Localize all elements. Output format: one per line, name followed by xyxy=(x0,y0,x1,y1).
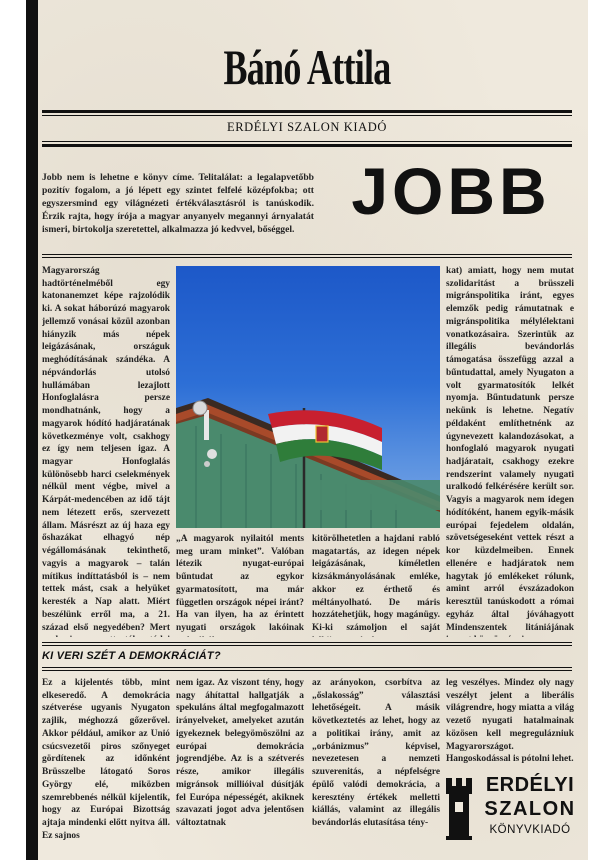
top-rule-thick xyxy=(42,110,572,113)
bottom-column-1: Ez a kijelentés több, mint elkeseredő. A demokrácia szétverése ugyanis Nyugaton zajlik, méghozzá gőzerővel. Akkor például, amikor az Unió csúcsvezetői piros szőnyeget gördítenek az időnként Brüsszelbe látogató Soros György elé, miközben szemrebbenés nélkül kijelentik, hogy az Európai Bizottság ajtaja mindenki előtt nyitva áll. Ez sajnos xyxy=(42,678,170,841)
section-rule-bottom xyxy=(42,667,572,668)
book-cover xyxy=(26,0,588,860)
logo-text-line-2: SZALON xyxy=(484,798,576,820)
mid-rule-thick xyxy=(42,144,572,147)
bottom-column-4: leg veszélyes. Mindez oly nagy veszélyt jelent a liberális világrendre, hogy miatta a világ vezető nyugati hatalmainak közösen kell megregulázniuk Magyarországot. Hangoskodással is pótolni lehet. xyxy=(446,678,574,765)
bottom-column-2: nem igaz. Az viszont tény, hogy nagy áhítattal hallgatják a spekuláns által megfogalmazott irányelveket, amelyeket azután igyekeznek belegyömöszölni az európai demokrácia jogrendjébe. Az is a szétverés része, amikor illegális migránsok millióival dúsítják fel Európa népességét, akiknek szavazati jogot adva jelentősen változtatnak xyxy=(176,678,304,829)
intro-paragraph: Jobb nem is lehetne e könyv címe. Telitalálat: a legalapvetőbb pozitív fogalom, a jó lépett egy szintet felfelé középfokba; ott egyszersmind egy világnézeti értékválasztásról is tanúskodik. Érzik rajta, hogy írója a magyar anyanyelv megannyi árnyalatát ismeri, birtokolja szeretettel, alkalmazza jó kedvvel, bőséggel. xyxy=(42,172,314,236)
article-column-2: „A magyarok nyilaitól ments meg uram minket”. Valóban létezik nyugat-európai bűntudat az egykor gyarmatosított, ma már független országok népei iránt? Ha van ilyen, ha az érintett nyugati országok lakóinak xyxy=(176,534,304,634)
logo-text-line-3: KÖNYVKIADÓ xyxy=(489,824,571,836)
body-rule-top xyxy=(42,254,572,255)
section-heading: KI VERI SZÉT A DEMOKRÁCIÁT? xyxy=(42,650,221,662)
photo-illustration xyxy=(176,266,440,528)
bottom-column-3: az arányokon, csorbítva az „őslakosság” választási lehetőségeit. A másik következtetés az lehet, hogy az a politikai irány, amit az „orbánizmus” képvisel, nevezetesen a nemzeti szuverenitás, a népfelségre épülő valódi demokrácia, a keresztény értékek melletti kiállás, valamint az illegális bevándorlás elutasítása tény- xyxy=(312,678,440,829)
house-with-hungarian-flag-photo xyxy=(176,266,440,528)
article-column-3: kitörölhetetlen a hajdani rabló magatartás, az idegen népek leigázásának, kíméletlen kizsákmányolásának emléke, akkor ez érthető és méltányolható. De máris hozzátehetjük, hogy magánügy. Ki-ki számoljon el saját xyxy=(312,534,440,634)
section-rule-top-2 xyxy=(42,645,572,646)
publisher-logo xyxy=(444,768,584,848)
castle-tower-icon xyxy=(444,778,474,840)
logo-text-line-1: ERDÉLYI xyxy=(485,774,575,796)
article-column-1: Magyarország hadtörténelméből egy katonanemzet képe rajzolódik ki. A sokat háborúzó magyarok jellemző vonásai közül azonban hiányzik más népek leigázásának, országuk meghódításának szándéka. A népvándorlás utolsó hullámában lezajlott Honfoglalásra persze mondhatnánk, hogy a magyarok hódító hadjáratának következménye volt, csakhogy ez így nem teljesen igaz. A magyar Honfoglalás különösebb harci cselekmények nélkül ment végbe, mivel a Kárpát-medencében az idő tájt nem létezett erős, szervezett állam. Másrészt az új haza egy őshazákat elhagyó nép végállomásának tekinthető, vagyis a magyarok – talán mítikus indíttatásból is – nem tettek mást, csak a helyüket keresték a Nap alatt. Miért beszélünk erről ma, a 21. század első negyedében? Mert xyxy=(42,266,170,633)
section-rule-bottom-2 xyxy=(42,670,572,671)
top-rule-thin xyxy=(42,115,572,116)
author-name: Bánó Attila xyxy=(223,39,391,95)
section-rule-top xyxy=(42,642,572,643)
body-rule-top-2 xyxy=(42,257,572,258)
article-column-4: kat) amiatt, hogy nem mutat szolidaritást a brüsszeli migránspolitika iránt, egyes elemzők pedig rámutatnak e migránspolitika mélylélektani vonatkozásaira. Szerintük az illegális bevándorlás támogatása összefügg azzal a bűntudattal, amely Nyugaton a volt gyarmatosítók lelkét nyomja. Bűntudatunk persze nekünk is lehetne. Negatív példaként említhetnénk az úgynevezett kalandozásokat, a honfoglaló magyarok nyugati hadjáratait, csakhogy ezekre rendszerint valamely nyugati uralkodó felkérésére került sor. Vagyis a magyarok nem idegen hódítóként, hanem egyik-másik európai fejedelem oldalán, szövetségeseként vettek részt a kor küzdelmeiben. Ennek ellenére e hadjáratok nem hagytak jó emlékeket rólunk, amint arról évszázadokon keresztül tanúskodott a római egyház által jóváhagyott Mindenszentek litániájának xyxy=(446,266,574,633)
publisher-name: ERDÉLYI SZALON KIADÓ xyxy=(226,120,388,134)
mid-rule-thin xyxy=(42,141,572,142)
book-title: JOBB xyxy=(351,154,551,228)
